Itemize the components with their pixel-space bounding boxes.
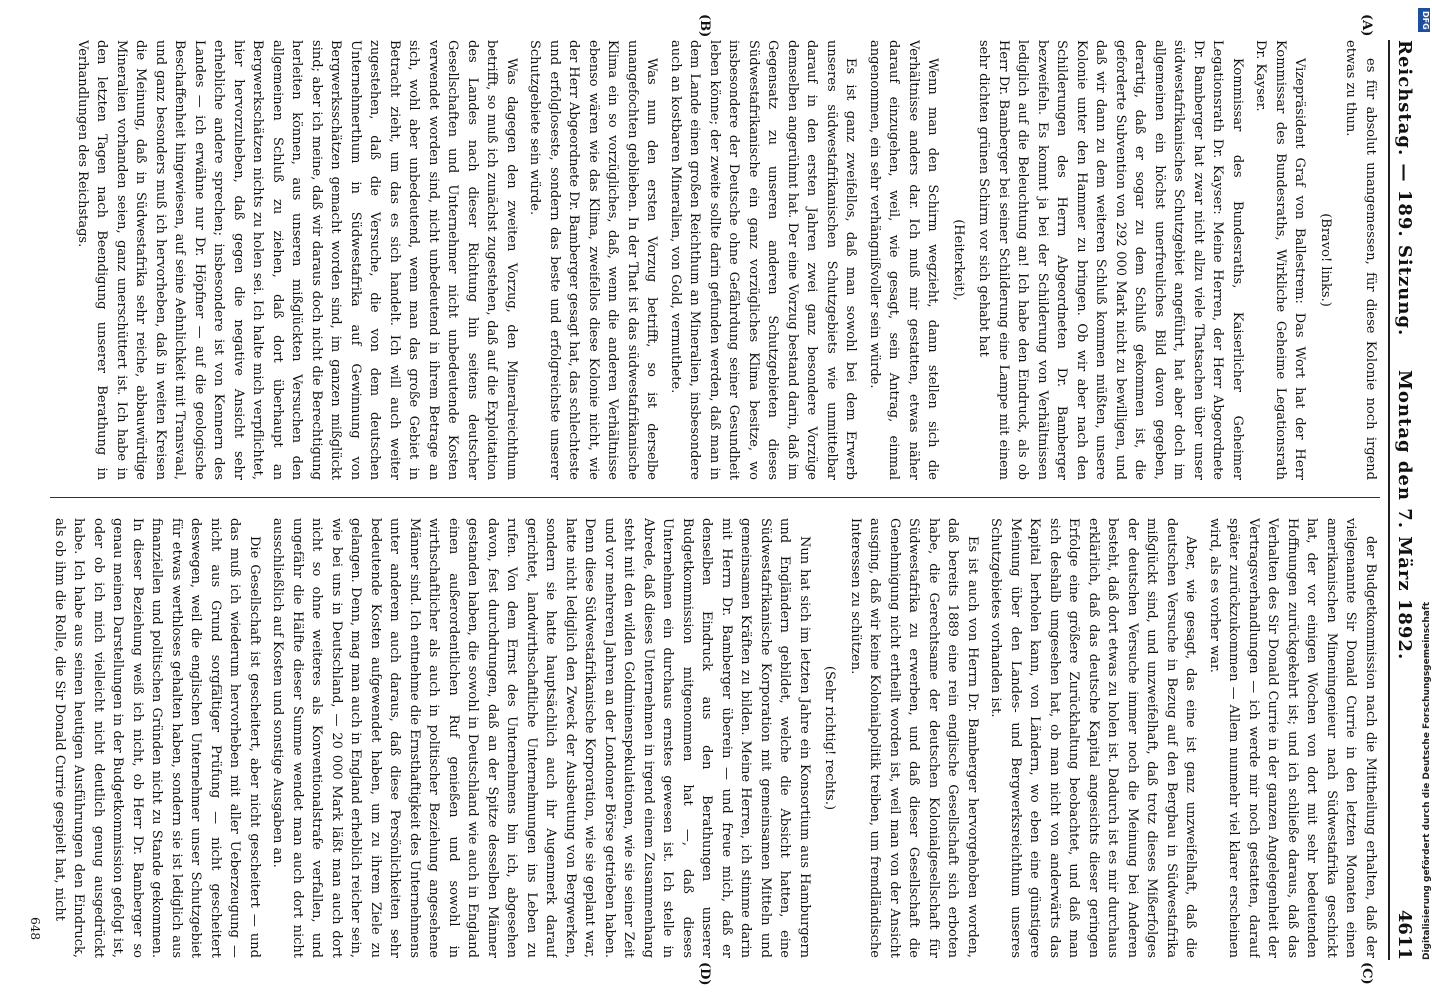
column-left: [50, 40, 1380, 480]
header-left: Reichstag. — 189. Sitzung.: [1394, 40, 1415, 337]
paragraph: es für absolut unangemessen, für diese Kolonie noch irgend etwas zu thun.: [1343, 40, 1378, 480]
paragraph: Es ist ganz zweifellos, daß man sowohl bei dem Erwerb unseres südwestafrikanischen Schutzgebiets wie unmittelbar darauf in den ersten Jahren zwei ganz besondere Vorzüge demselben angerühmt hat. Der eine Vorzug bestand darin, daß im Gegensatz zu unseren anderen Schutzgebieten dieses Südwestafrikanische ein ganz vorzügliches Klima besitze, wo insbesondere der Deutsche ohne Gefährdung seiner Gesundheit leben könne; der zweite sollte darin gefunden werden, daß man in dem Lande einen großen Reichthum an Mineralien, insbesondere auch an kostbaren Mineralien, von Gold, vermuthete.: [668, 40, 859, 480]
interjection: (Sehr richtig! rechts.): [822, 665, 838, 811]
column-divider: [50, 497, 1380, 498]
margin-marker-d: (D): [697, 962, 712, 986]
header-date: Montag den 7. März 1892.: [1394, 370, 1415, 661]
dfg-logo: DFG: [1418, 8, 1430, 32]
paragraph: Wenn man den Schirm wegzieht, dann stellen sich die Verhältnisse anders dar. Ich muß mir gestatten, etwas näher darauf einzugehen, weil, wie gesagt, sein Antrag, einmal angenommen, ein sehr verhängnißvoller sein würde.: [867, 40, 941, 480]
paragraph: Kommissar des Bundesraths, Kaiserlicher Geheimer Legationsrath Dr. Kayser: Meine Herren, der Herr Abgeordnete Dr. Bamberger hat zwar nicht allzu viele Thatsachen über unser südwestafrikanisches Schutzgebiet angeführt, hat aber doch im allgemeinen ein höchst unerfreuliches Bild davon gegeben, derartig, daß er sogar zu dem Schluß gekommen ist, die geforderte Subvention von 292 000 Mark nicht zu bewilligen, und daß wir dann zu dem weiteren Schluß kommen müßten, unsere Kolonie unter den Hammer zu bringen. Ob wir aber nach den Schilderungen des Herrn Abgeordneten Dr. Bamberger bezweifeln. Es kommt ja bei der Schilderung von Verhältnissen lediglich auf die Beleuchtung an! Ich habe den Eindruck, als ob Herr Dr. Bamberger bei seiner Schilderung eine Lampe mit einem sehr dichten grünen Schirm vor sich gehabt hat: [976, 40, 1245, 480]
paragraph: der Budgetkommission nach die Mittheilung erhalten, daß der vielgenannte Sir Donald Currie in den letzten Monaten einen amerikanischen Mineningenieur nach Südwestafrika geschickt hat, der vor einigen Wochen von dort mit sehr bedeutenden Hoffnungen zurückgekehrt ist; und ich schließe daraus, daß das Verhalten des Sir Donald Currie in der ganzen Angelegenheit der Vertragsverhandlungen — ich werde mir noch gestatten, darauf später zurückzukommen — Allem nunmehr viel klarer erscheinen wird, als es vorher war.: [1207, 518, 1378, 958]
column-right: [50, 518, 1380, 958]
margin-marker-b: (B): [697, 14, 712, 38]
paragraph: Vizepräsident Graf von Ballestrem: Das Wort hat der Herr Kommissar des Bundesraths, Wirkliche Geheime Legationsrath Dr. Kayser.: [1253, 40, 1308, 480]
page-header: [1388, 40, 1424, 960]
paragraph: Aber, wie gesagt, das eine ist ganz unzweifelhaft, daß die deutschen Versuche in Bezug auf den Bergbau in Südwestafrika mißglückt sind, und unzweifelhaft, daß trotz dieses Mißerfolges der deutschen Versuche immer noch die Meinung bei Anderen besteht, daß dort etwas zu holen ist. Dadurch ist es mir durchaus erklärlich, daß das deutsche Kapital angesichts dieser geringen Erfolge eine größere Zurückhaltung beobachtet, und daß man sich deshalb umgesehen hat, ob man nicht von anderwärts das Kapital herholen kann, von Ländern, wo eben eine günstigere Meinung über den Landes- und Bergwerksreichthum unseres Schutzgebietes vorhanden ist.: [988, 518, 1199, 958]
page-number: 4611: [1394, 909, 1415, 960]
footer-signature: 648: [28, 917, 42, 940]
paragraph: Die Gesellschaft ist gescheitert, aber nicht gescheitert — und das muß ich wiederum hervorheben mit aller Ueberzeugung — nicht aus Grund sorgfältiger Prüfung — nicht gescheitert deswegen, weil die englischen Unternehmer unser Schutzgebiet für etwas werthloses gehalten haben, sondern sie ist lediglich aus finanziellen und politischen Gründen nicht zu Stande gekommen. In dieser Beziehung weiß ich nicht, ob Herr Dr. Bamberger so genau meinen Darstellungen in der Budgetkommission gefolgt ist, oder ob ich mich vielleicht nicht deutlich genug ausgedrückt habe. Ich habe aus seinen heutigen Ausführungen den Eindruck, als ob ihm die Rolle, die Sir Donald Currie gespielt hat, nicht: [52, 518, 262, 958]
interjection: (Heiterkeit),: [951, 219, 966, 301]
paragraph: Es ist auch von Herrn Dr. Bamberger hervorgehoben worden, daß bereits 1889 eine rein englische Gesellschaft sich erboten habe, die Gerechtsame der deutschen Kolonialgesellschaft für Südwestafrika zu erwerben, und daß dieser Gesellschaft die Genehmigung nicht ertheilt worden ist, weil man von der Ansicht ausging, daß wir keine Kolonialpolitik treiben, um fremdländische Interessen zu schützen.: [848, 518, 980, 958]
margin-marker-a: (A): [1359, 14, 1374, 37]
paragraph: Nun hat sich im letzten Jahre ein Konsortium aus Hamburgern und Engländern gebildet, welche die Absicht hatten, eine Südwestafrikanische Korporation mit gemeinsamen Mitteln und gemeinsamen Kräften zu bilden. Meine Herren, ich stimme darin mit Herrn Dr. Bamberger überein — und freue mich, daß er denselben Eindruck aus den Berathungen unserer Budgetkommission mitgenommen hat —, daß dieses Unternehmen ein durchaus ernstes gewesen ist. Ich stelle in Abrede, daß dieses Unternehmen in irgend einem Zusammenhang steht mit den wilden Goldminenspekulationen, wie sie seiner Zeit und vor mehreren Jahren an der Londoner Börse getrieben haben. Denn diese Südwestafrikanische Korporation, wie sie geplant war, hatte nicht lediglich den Zweck der Ausbeutung von Bergwerken, sondern sie hatte hauptsächlich auch ihr Augenmerk darauf gerichtet, landwirthschaftliche Unternehmungen ins Leben zu rufen. Von dem Ernst des Unternehmens bin ich, abgesehen davon, fest durchdrungen, daß an der Spitze desselben Männer gestanden haben, die sowohl in Deutschland wie auch in England einen außerordentlichen Ruf genießen und sowohl in wirthschaftlicher als auch in politischer Beziehung angesehene Männer sind. Ich entnehme die Ernsthaftigkeit des Unternehmens unter anderem auch daraus, daß diese Persönlichkeiten sehr bedeutende Kosten aufgewendet haben, um zu ihrem Ziele zu gelangen. Denn, mag man auch in England erheblich reicher sein, wie bei uns in Deutschland, — 20 000 Mark läßt man auch dort nicht so ohne weiteres als Konventionalstrafe verfallen, und ungefähr die Hälfte dieser Summe wendet man auch dort nicht ausschließlich auf Kosten und sonstige Ausgaben an.: [270, 518, 812, 958]
paragraph: Was nun den ersten Vorzug betrifft, so ist derselbe unangefochten geblieben. In der That ist das südwestafrikanische Klima ein so vorzügliches, daß, wenn die anderen Verhältnisse ebenso wären wie das Klima, zweifellos diese Kolonie nicht, wie der Herr Abgeordnete Dr. Bamberger gesagt hat, das schlechteste und erfolgloseste, sondern das beste und erfolgreichste unserer Schutzgebiete sein würde.: [527, 40, 660, 480]
interjection: (Bravo! links.): [1318, 213, 1333, 307]
paragraph: Was dagegen den zweiten Vorzug, den Mineralreichthum betrifft, so muß ich zunächst zugestehen, daß auf die Exploitation des Landes nach dieser Richtung hin seitens deutscher Gesellschaften und Unternehmer nicht unbedeutende Kosten verwendet worden sind, nicht unbedeutend in ihrem Betrage an sich, wohl aber unbedeutend, wenn man das große Gebiet in Betracht zieht, um das es sich handelt. Ich will auch weiter zugestehen, daß die Versuche, die von dem deutschen Unternehmerthum in Südwestafrika auf Gewinnung von Bergwerksschätzen gemacht worden sind, im ganzen mißglückt sind; aber ich meine, daß wir daraus doch nicht die Berechtigung herleiten können, aus unseren mißglückten Versuchen den allgemeinen Schluß zu ziehen, daß dort überhaupt an Bergwerkschätzen nichts zu holen sei. Ich halte mich verpflichtet, hier hervorzuheben, daß gegen die negative Ansicht sehr erhebliche andere sprechen; insbesondere ist von Kennern des Landes — ich erwähne nur Dr. Höpfner — auf die geologische Beschaffenheit hingewiesen, auf seine Aehnlichkeit mit Transvaal, und ganz besonders muß ich hervorheben, daß in weiten Kreisen die Meinung, daß in Südwestafrika sehr reiche, abbauwürdige Mineralien vorhanden seien, ganz unerschüttert ist. Ich habe in den letzten Tagen nach Beendigung unserer Berathung in Verhandlungen des Reichstags.: [75, 40, 519, 480]
margin-marker-c: (C): [1359, 962, 1374, 985]
digitization-credit: Digitalisierung gefördert durch die Deutsche Forschungsgemeinschaft: [1422, 601, 1432, 960]
